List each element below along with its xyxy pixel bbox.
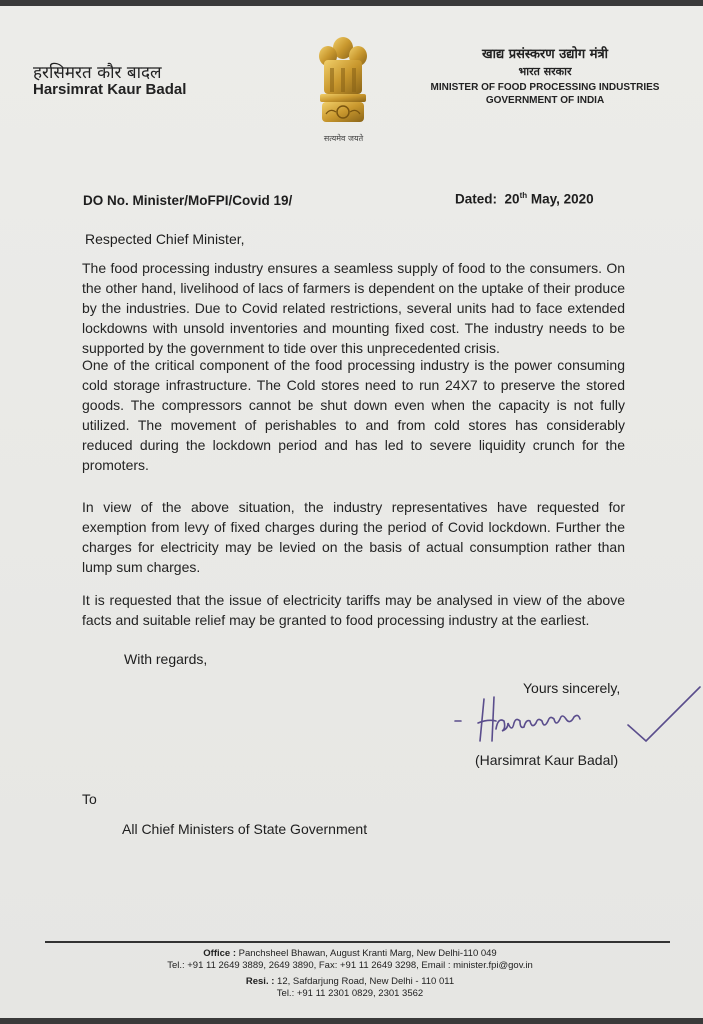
body-paragraph: In view of the above situation, the industry representatives have requested for exemption from levy of fixed charges during the period of Covid lockdown. Further the charges for electricity may be levied on the basis of actual consumption rather than lump sum charges. — [82, 499, 625, 575]
footer-divider — [45, 941, 670, 943]
national-emblem-icon — [312, 34, 374, 134]
body-paragraph: One of the critical component of the food processing industry is the power consuming cold storage infrastructure. The Cold stores need to run 24X7 to preserve the stored goods. The compressors cannot be shut down even when the capacity is not fully utilized. The movement of perishables to and from cold stores has considerably reduced during the lockdown period and has led to severe liquidity crunch for the promoters. — [82, 357, 625, 473]
yours-sincerely: Yours sincerely, — [523, 680, 621, 696]
resi-address: 12, Safdarjung Road, New Delhi - 110 011 — [277, 976, 455, 987]
signature-icon — [450, 683, 703, 745]
photo-bottom-edge — [0, 1018, 703, 1024]
date-day: 20 — [504, 191, 520, 207]
to-label: To — [82, 791, 97, 807]
office-contact: Tel.: +91 11 2649 3889, 2649 3890, Fax: +91 11 2649 3298, Email : minister.fpi@gov.in — [167, 960, 533, 971]
date-rest: May, 2020 — [530, 191, 594, 207]
letter-date — [455, 191, 594, 207]
do-number: DO No. Minister/MoFPI/Covid 19/ — [83, 193, 293, 208]
ministry-title-english: MINISTER OF FOOD PROCESSING INDUSTRIES — [430, 82, 660, 93]
resi-label: Resi. : — [245, 976, 275, 987]
signatory-name: (Harsimrat Kaur Badal) — [475, 752, 619, 768]
emblem-motto: सत्यमेव जयते — [323, 134, 364, 143]
office-address: Panchsheel Bhawan, August Kranti Marg, New Delhi-110 049 — [238, 948, 497, 959]
ministry-header — [420, 44, 670, 106]
office-address-line — [100, 948, 600, 960]
resi-contact: Tel.: +91 11 2301 0829, 2301 3562 — [276, 988, 424, 999]
body-paragraph: The food processing industry ensures a seamless supply of food to the consumers. On the other hand, livelihood of lacs of farmers is dependent on the uptake of their produce by the industries. Due to Covid related restrictions, several units had to face extended lockdowns with unsold inventories and mounting fixed cost. The industry needs to be supported by the government to tide over this unprecedented crisis. — [82, 260, 625, 356]
addressee: All Chief Ministers of State Government — [122, 821, 368, 837]
body-paragraph: It is requested that the issue of electricity tariffs may be analysed in view of the above facts and suitable relief may be granted to food processing industry at the earliest. — [82, 592, 625, 628]
dated-label: Dated: — [455, 191, 498, 207]
regards: With regards, — [124, 651, 208, 667]
sender-name-hindi: हरसिमरत कौर बादल — [33, 63, 162, 83]
office-label: Office : — [203, 948, 237, 959]
salutation: Respected Chief Minister, — [85, 231, 245, 247]
government-english: GOVERNMENT OF INDIA — [485, 95, 605, 106]
residence-address-line — [100, 976, 600, 988]
sender-name-english: Harsimrat Kaur Badal — [33, 81, 187, 98]
date-suffix: th — [519, 191, 528, 200]
government-hindi: भारत सरकार — [518, 65, 572, 78]
ministry-title-hindi: खाद्य प्रसंस्करण उद्योग मंत्री — [481, 47, 609, 62]
footer — [100, 948, 600, 1000]
